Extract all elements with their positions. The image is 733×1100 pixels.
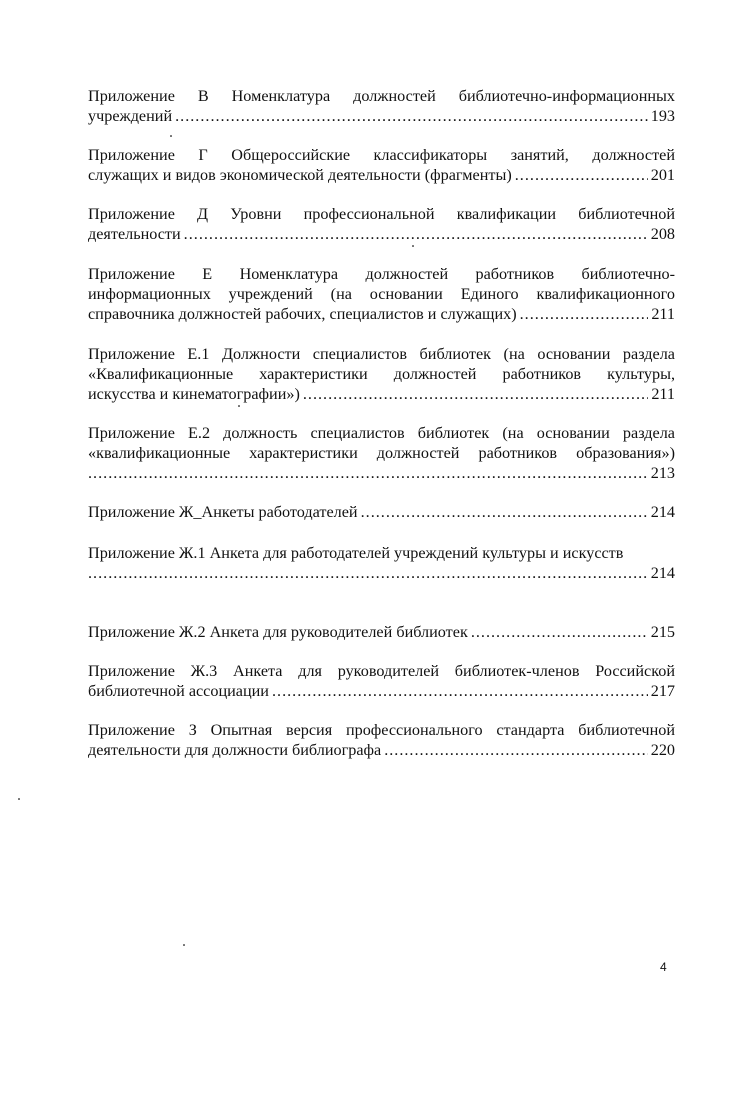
- toc-entry-text: Приложение Е.2 должность специалистов библиотек (на основании раздела: [88, 424, 675, 442]
- toc-entry-appendix-e2: [88, 423, 675, 483]
- toc-entry-text: учреждений: [88, 107, 173, 125]
- dot-leader: [361, 502, 648, 522]
- toc-entry-text: Приложение Е.1 Должности специалистов библиотек (на основании раздела: [88, 345, 675, 363]
- toc-entry-appendix-zh1: [88, 543, 675, 583]
- toc-page-number: 220: [650, 741, 675, 759]
- toc-entry-appendix-zh2: [88, 622, 675, 642]
- toc-entry-text: «Квалификационные характеристики должностей работников культуры,: [88, 365, 675, 383]
- toc-page-number: 211: [651, 385, 675, 403]
- toc-entry-text: Приложение Г Общероссийские классификаторы занятий, должностей: [88, 146, 675, 164]
- toc-page-number: 214: [650, 503, 675, 521]
- scan-speck: [183, 944, 185, 946]
- toc-entry-appendix-v: [88, 86, 675, 126]
- toc-page-number: 215: [650, 623, 675, 641]
- toc-entry-text: «квалификационные характеристики должностей работников образования»): [88, 444, 675, 462]
- toc-entry-text: Приложение Ж.3 Анкета для руководителей библиотек-членов Российской: [88, 662, 675, 680]
- toc-entry-appendix-e1: [88, 344, 675, 404]
- dot-leader: [471, 622, 648, 642]
- dot-leader: [272, 681, 648, 701]
- toc-entry-text: библиотечной ассоциации: [88, 682, 269, 700]
- dot-leader: [88, 463, 648, 483]
- toc-entry-appendix-zh: [88, 502, 675, 522]
- dot-leader: [303, 384, 648, 404]
- toc-page-number: 211: [651, 305, 675, 323]
- toc-entry-text: Приложение Д Уровни профессиональной квалификации библиотечной: [88, 205, 675, 223]
- dot-leader: [515, 165, 648, 185]
- toc-entry-text: Приложение В Номенклатура должностей библиотечно-информационных: [88, 87, 675, 105]
- scan-speck: [170, 135, 172, 137]
- toc-entry-appendix-g: [88, 145, 675, 185]
- toc-entry-text: искусства и кинематографии»): [88, 385, 300, 403]
- page-number: 4: [660, 960, 667, 974]
- toc-entry-text: информационных учреждений (на основании Единого квалификационного: [88, 285, 675, 303]
- toc-entry-text: деятельности для должности библиографа: [88, 741, 382, 759]
- toc-entry-appendix-z: [88, 720, 675, 760]
- toc-entry-text: Приложение Е Номенклатура должностей работников библиотечно-: [88, 265, 675, 283]
- toc-page-number: 193: [650, 107, 675, 125]
- toc-page-number: 201: [650, 166, 675, 184]
- scan-speck: [18, 798, 20, 800]
- scan-speck: [412, 245, 414, 247]
- dot-leader: [520, 304, 649, 324]
- toc-entry-text: деятельности: [88, 225, 181, 243]
- toc-entry-text: Приложение З Опытная версия профессионального стандарта библиотечной: [88, 721, 675, 739]
- dot-leader: [88, 563, 648, 583]
- toc-entry-appendix-e: [88, 264, 675, 324]
- toc-page-number: 213: [650, 464, 675, 482]
- toc-entry-appendix-zh3: [88, 661, 675, 701]
- toc-page-number: 208: [650, 225, 675, 243]
- dot-leader: [384, 740, 648, 760]
- toc-entry-text: справочника должностей рабочих, специалистов и служащих): [88, 305, 517, 323]
- toc-entry-text: Приложение Ж_Анкеты работодателей: [88, 503, 358, 521]
- toc-page-number: 217: [650, 682, 675, 700]
- dot-leader: [184, 224, 648, 244]
- scan-speck: [238, 405, 240, 407]
- toc-entry-text: Приложение Ж.2 Анкета для руководителей библиотек: [88, 623, 468, 641]
- dot-leader: [175, 106, 648, 126]
- toc-entry-text: Приложение Ж.1 Анкета для работодателей учреждений культуры и искусств: [88, 544, 624, 562]
- toc-entry-appendix-d: [88, 204, 675, 244]
- toc-page-number: 214: [650, 564, 675, 582]
- toc-entry-text: служащих и видов экономической деятельности (фрагменты): [88, 166, 512, 184]
